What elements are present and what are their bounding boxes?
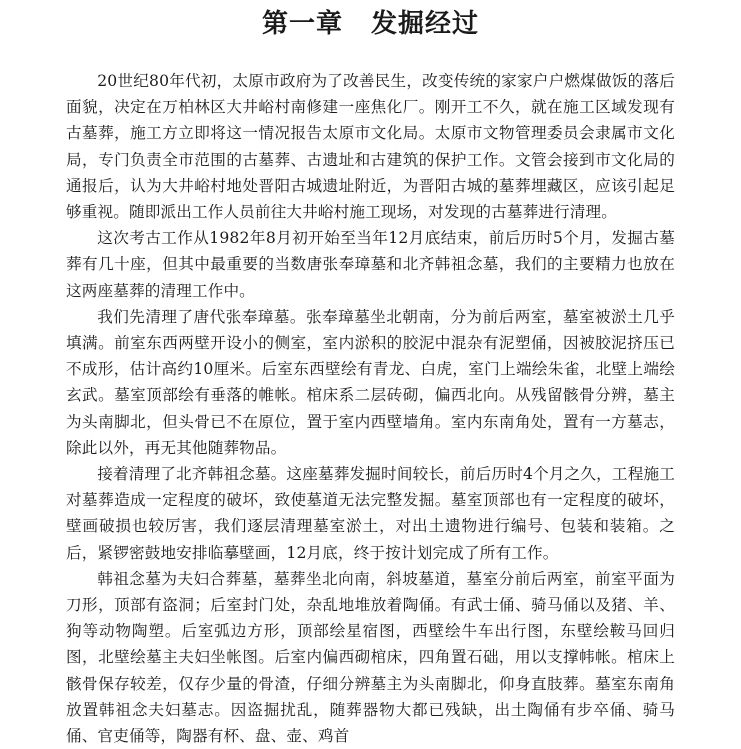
chapter-number: 第一章: [261, 9, 343, 39]
chapter-body: [66, 68, 675, 749]
paragraph-4: 接着清理了北齐韩祖念墓。这座墓葬发掘时间较长，前后历时4个月之久，工程施工对墓葬造成一定程度的破坏，致使墓道无法完整发掘。墓室顶部也有一定程度的破坏，壁画破损也较厉害，我们逐层清理墓室淤土，对出土遗物进行编号、包装和装箱。之后，紧锣密鼓地安排临摹壁画，12月底，终于按计划完成了所有工作。: [66, 465, 675, 562]
paragraph-2: 这次考古工作从1982年8月初开始至当年12月底结束，前后历时5个月，发掘古墓葬有几十座，但其中最重要的当数唐张奉璋墓和北齐韩祖念墓，我们的主要精力也放在这两座墓葬的清理工作中。: [66, 229, 675, 300]
chapter-name: 发掘经过: [371, 9, 480, 39]
chapter-title: [66, 4, 675, 44]
paragraph-5: 韩祖念墓为夫妇合葬墓，墓葬坐北向南，斜坡墓道，墓室分前后两室，前室平面为刀形，顶部有盗洞；后室封门处，杂乱地堆放着陶俑。有武士俑、骑马俑以及猪、羊、狗等动物陶塑。后室弧边方形，顶部绘星宿图，西壁绘牛车出行图，东壁绘鞍马回归图，北壁绘墓主夫妇坐帐图。后室内偏西砌棺床，四角置石础，用以支撑帏帐。棺床上骸骨保存较差，仅存少量的骨渣，仔细分辨墓主为头南脚北，仰身直肢葬。墓室东南角放置韩祖念夫妇墓志。因盗掘扰乱，随葬器物大都已残缺，出土陶俑有步卒俑、骑马俑、官吏俑等，陶器有杯、盘、壶、鸡首: [66, 569, 675, 746]
paragraph-3: 我们先清理了唐代张奉璋墓。张奉璋墓坐北朝南，分为前后两室，墓室被淤土几乎填满。前室东西两壁开设小的侧室，室内淤积的胶泥中混杂有泥塑俑，因被胶泥挤压已不成形，估计高约10厘米。后室东西壁绘有青龙、白虎，室门上端绘朱雀，北壁上端绘玄武。墓室顶部绘有垂落的帷帐。棺床系二层砖砌，偏西北向。从残留骸骨分辨，墓主为头南脚北，但头骨已不在原位，置于室内西壁墙角。室内东南角处，置有一方墓志，除此以外，再无其他随葬物品。: [66, 307, 675, 457]
paragraph-1: 20世纪80年代初，太原市政府为了改善民生，改变传统的家家户户燃煤做饭的落后面貌，决定在万柏林区大井峪村南修建一座焦化厂。刚开工不久，就在施工区域发现有古墓葬，施工方立即将这一情况报告太原市文化局。太原市文物管理委员会隶属市文化局，专门负责全市范围的古墓葬、古遗址和古建筑的保护工作。文管会接到市文化局的通报后，认为大井峪村地处晋阳古城遗址附近，为晋阳古城的墓葬埋藏区，应该引起足够重视。随即派出工作人员前往大井峪村施工现场，对发现的古墓葬进行清理。: [66, 72, 675, 222]
